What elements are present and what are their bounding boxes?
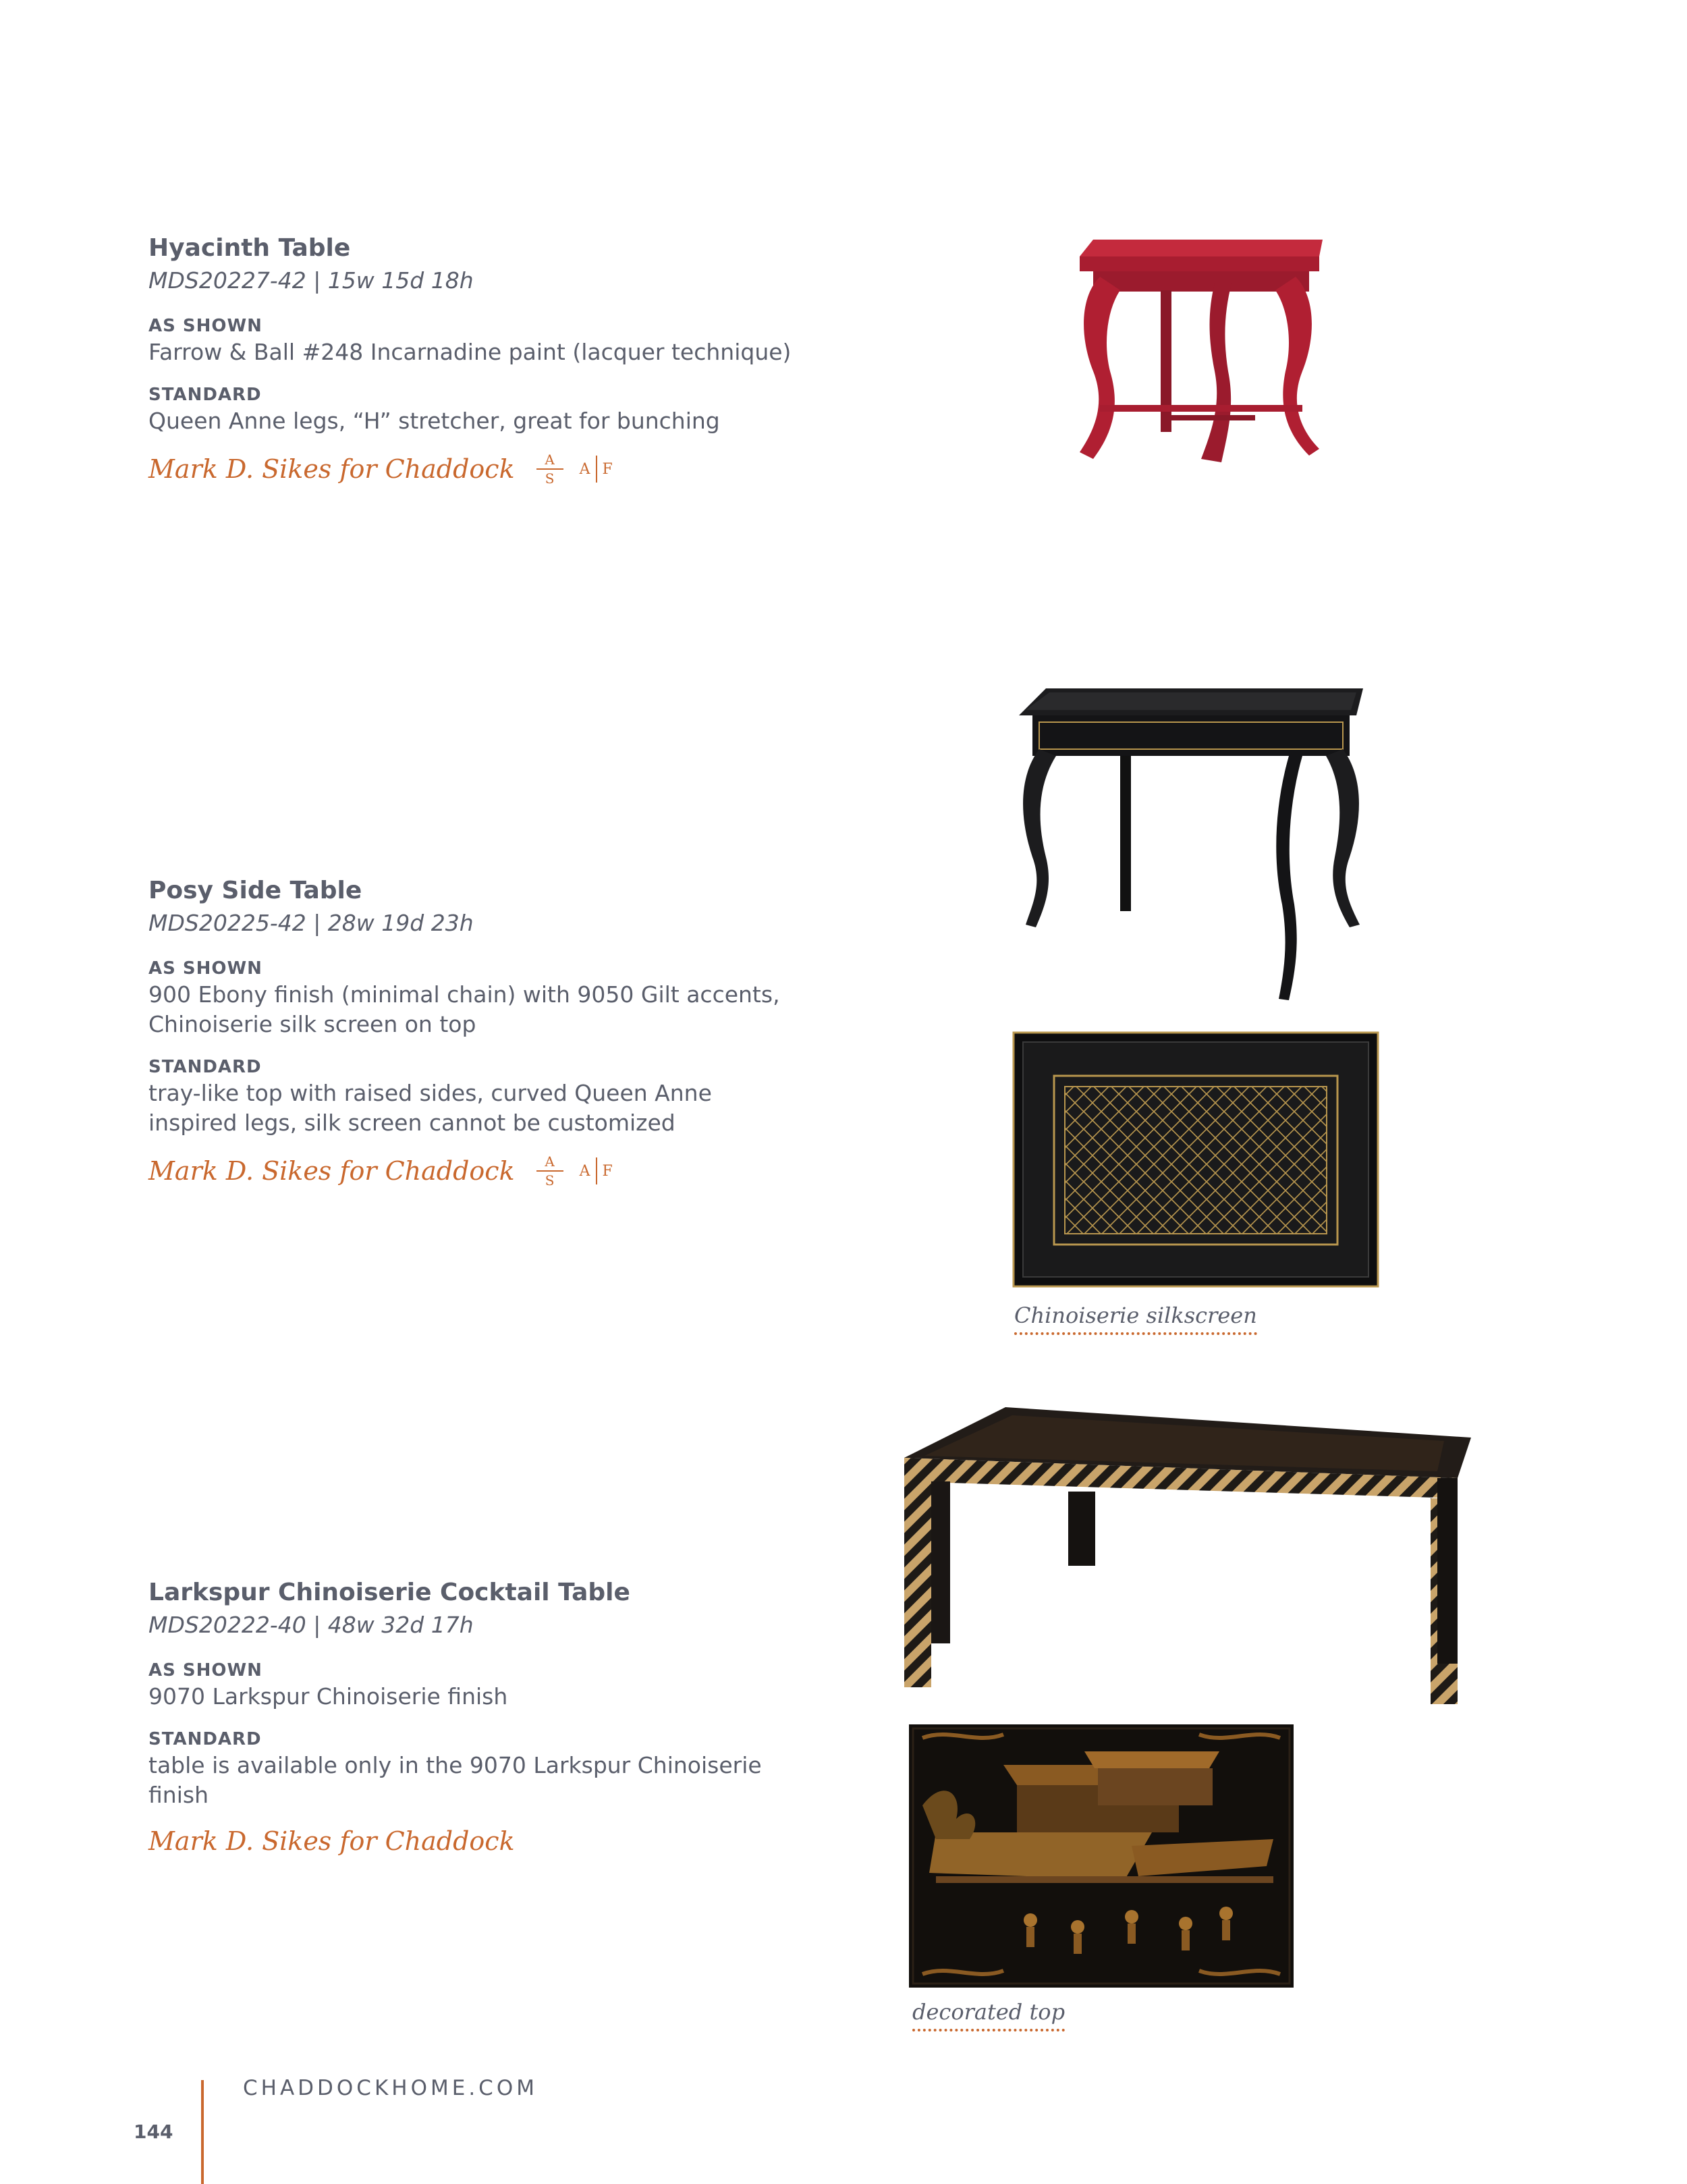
standard-label: STANDARD	[148, 1729, 262, 1749]
standard-text: table is available only in the 9070 Larkspur Chinoiserie finish	[148, 1752, 762, 1808]
designer-row	[148, 1154, 891, 1188]
badge-left: A	[579, 1162, 590, 1180]
badge-top: A	[545, 452, 555, 468]
designer-credit: Mark D. Sikes for Chaddock	[148, 1826, 515, 1856]
badge-right: F	[602, 1162, 613, 1180]
as-shown-text: Farrow & Ball #248 Incarnadine paint (lacquer technique)	[148, 339, 792, 365]
hyacinth-table-image	[1066, 236, 1336, 506]
footer-website[interactable]: CHADDOCKHOME.COM	[243, 2076, 538, 2100]
larkspur-table-image	[904, 1407, 1471, 1704]
designer-row	[148, 1826, 891, 1856]
page-number: 144	[134, 2121, 173, 2143]
product-hyacinth	[148, 232, 891, 486]
chinoiserie-silkscreen-image	[1014, 1033, 1378, 1286]
designer-row	[148, 452, 891, 486]
standard-text: tray-like top with raised sides, curved Queen Anne inspired legs, silk screen cannot be customized	[148, 1080, 712, 1136]
as-shown-label: AS SHOWN	[148, 958, 262, 979]
product-name: Posy Side Table	[148, 877, 362, 904]
product-code: MDS20227-42 | 15w 15d 18h	[148, 267, 474, 294]
af-badge	[580, 1157, 613, 1184]
decorated-top-image	[909, 1724, 1294, 1988]
product-posy	[148, 875, 891, 1188]
product-name: Larkspur Chinoiserie Cocktail Table	[148, 1579, 630, 1606]
product-name: Hyacinth Table	[148, 234, 351, 262]
footer-divider	[201, 2080, 204, 2184]
as-shown-text: 9070 Larkspur Chinoiserie finish	[148, 1683, 508, 1710]
af-badge	[580, 456, 613, 483]
standard-label: STANDARD	[148, 385, 262, 405]
product-larkspur	[148, 1577, 891, 1856]
as-shown-label: AS SHOWN	[148, 316, 262, 336]
as-badge	[536, 1154, 563, 1188]
caption-silkscreen: Chinoiserie silkscreen	[1014, 1303, 1257, 1335]
badges	[536, 1154, 613, 1188]
badge-right: F	[602, 460, 613, 478]
designer-credit: Mark D. Sikes for Chaddock	[148, 454, 515, 484]
posy-table-image	[1019, 682, 1370, 1006]
badges	[536, 452, 613, 486]
badge-left: A	[579, 460, 590, 478]
as-shown-label: AS SHOWN	[148, 1660, 262, 1681]
product-code: MDS20225-42 | 28w 19d 23h	[148, 910, 474, 936]
badge-bottom: S	[545, 470, 555, 487]
badge-top: A	[545, 1153, 555, 1170]
as-shown-text: 900 Ebony finish (minimal chain) with 9050 Gilt accents, Chinoiserie silk screen on top	[148, 981, 780, 1037]
as-badge	[536, 452, 563, 486]
designer-credit: Mark D. Sikes for Chaddock	[148, 1156, 515, 1186]
standard-label: STANDARD	[148, 1057, 262, 1077]
standard-text: Queen Anne legs, “H” stretcher, great for bunching	[148, 408, 720, 434]
badge-bottom: S	[545, 1172, 555, 1189]
product-code: MDS20222-40 | 48w 32d 17h	[148, 1612, 474, 1638]
caption-decorated-top: decorated top	[912, 1999, 1065, 2031]
